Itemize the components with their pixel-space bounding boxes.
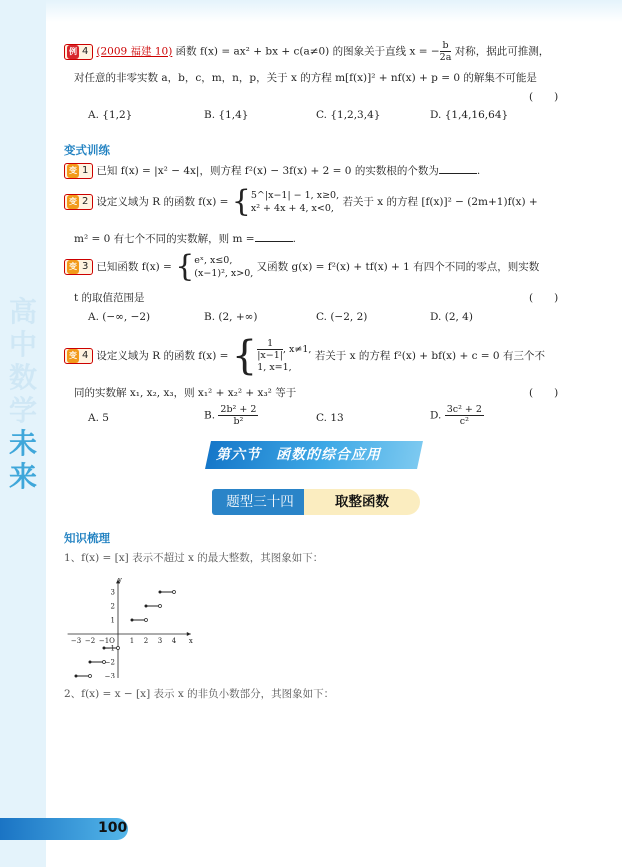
y-tick-label: −2 [104,658,115,667]
x-tick-label: −2 [84,637,96,645]
graph-axes [68,579,191,678]
y-tick-label: −3 [104,672,115,678]
variant-4-text-a: 设定义域为 R 的函数 f(x) = [96,350,229,362]
example-badge [64,44,93,60]
option-c: C. (−2, 2) [316,311,368,323]
top-fade [46,0,622,22]
step-closed-point [131,619,134,622]
x-tick-label: −3 [70,637,82,645]
step-open-point [159,605,162,608]
badge-tag: 变 [67,260,79,274]
topic-bar [212,489,420,515]
answer-paren: ( ) [529,292,559,304]
badge-tag: 变 [67,349,79,363]
option-a: A. (−∞, −2) [88,311,151,323]
piecewise-cases [257,338,311,374]
y-tick-label: 2 [110,602,115,611]
piecewise-cases [194,254,253,280]
step-closed-point [159,591,162,594]
example-problem-line1 [64,40,549,63]
variant-4-text-b: 若关于 x 的方程 f²(x) + bf(x) + c = 0 有三个不 [314,350,545,362]
y-tick-label: −1 [104,644,115,653]
step-open-point [173,591,176,594]
variant-3-text-a: 已知函数 f(x) = [96,261,172,273]
answer-blank [439,163,477,174]
problem-text-a: 函数 f(x) = ax² + bx + c(a≠0) 的图象关于直线 x = − [175,45,440,58]
variant-heading: 变式训练 [64,143,110,157]
step-closed-point [145,605,148,608]
variant-4-line2: 同的实数解 x₁, x₂, x₃，则 x₁² + x₂² + x₃² 等于 [74,387,297,399]
fraction-numerator: 2b² + 2 [220,404,257,415]
x-axis-arrow [187,632,191,636]
option-b: B. {1,4} [204,109,249,121]
step-closed-point [89,661,92,664]
option-d-label: D. [430,409,442,422]
step-open-point [145,619,148,622]
answer-blank [255,231,293,242]
left-brace: { [175,249,195,284]
problem-fraction [440,40,452,63]
knowledge-item-1: 1、f(x) = [x] 表示不超过 x 的最大整数，其图象如下： [64,552,324,564]
badge-tag: 例 [67,45,79,59]
variant-2-text-b: 若关于 x 的方程 [f(x)]² − (2m+1)f(x) + [342,196,538,208]
badge-tag: 变 [67,195,79,209]
answer-paren: ( ) [529,91,559,103]
case-1: eˣ, x≤0, [194,255,233,266]
variant-2-badge [64,194,93,210]
step-closed-point [75,675,78,678]
variant-1-text: 已知 f(x) = |x² − 4x|，则方程 f²(x) − 3f(x) + 2 = 0 的实数根的个数为 [96,165,439,177]
variant-2-text-a: 设定义域为 R 的函数 f(x) = [96,196,229,208]
section-title: 第六节 函数的综合应用 [216,447,381,463]
sidebar-watermark: 高中数学 [8,295,37,427]
fraction-denominator: 2a [439,52,452,63]
knowledge-heading: 知识梳理 [64,531,110,545]
case-1 [257,338,311,361]
option-b: B. (2, +∞) [204,311,258,323]
x-tick-label: 1 [129,637,135,645]
variant-2-tail: . [292,233,296,245]
variant-2 [64,184,538,219]
option-b-label: B. [204,409,216,422]
fraction-denominator: b² [233,416,244,427]
variant-2-line2-text: m² = 0 有七个不同的实数解，则 m = [74,233,255,245]
variant-2-line2 [74,231,296,246]
fraction-denominator: c² [459,416,469,427]
badge-number: 3 [82,261,89,272]
x-tick-label: 2 [143,637,149,645]
case-1: 5^|x−1| − 1, x≥0, [250,190,340,201]
fraction-denominator: |x−1| [257,350,283,361]
option-d [430,404,484,427]
x-tick-label: 4 [171,637,177,645]
page-number: 100 [98,820,128,836]
x-tick-label: O [109,637,115,645]
badge-number: 2 [82,196,89,207]
variant-1-tail: . [476,165,481,177]
problem-text-b: 对称，据此可推测， [451,45,550,58]
y-tick-label: 1 [110,616,115,625]
variant-4-badge [64,348,93,364]
y-tick-label: 3 [110,588,115,597]
option-a: A. {1,2} [88,109,133,121]
variant-3-line2: t 的取值范围是 [74,292,145,304]
case-2: (x−1)², x>0, [194,268,254,279]
badge-number: 4 [82,350,89,361]
case-2: x² + 4x + 4, x<0, [250,203,334,214]
option-c: C. {1,2,3,4} [316,109,381,121]
case-2: 1, x=1, [257,362,292,373]
case-1-tail: , x≠1, [283,344,312,355]
option-d: D. {1,4,16,64} [430,109,509,121]
option-b-fraction [218,404,258,427]
variant-1 [64,163,480,179]
badge-tag: 变 [67,164,79,178]
problem-source: (2009 福建 10) [96,45,173,58]
example-problem-line2: 对任意的非零实数 a，b，c，m，n，p，关于 x 的方程 m[f(x)]² + nf(x) + p = 0 的解集不可能是 [74,72,537,84]
left-brace: { [231,184,251,219]
variant-3-text-b: 又函数 g(x) = f²(x) + tf(x) + 1 有四个不同的零点，则实数 [256,261,540,273]
badge-number: 4 [82,45,89,57]
case-1-fraction [257,338,283,361]
option-d-fraction [445,404,484,427]
floor-function-graph [66,570,196,678]
variant-3-badge [64,259,93,275]
topic-number: 题型三十四 [212,489,308,515]
variant-3 [64,249,540,284]
step-open-point [117,647,120,650]
fraction-numerator: b [440,40,452,52]
x-tick-label: 3 [157,637,163,645]
option-c: C. 13 [316,412,344,424]
variant-4 [64,333,545,379]
option-a: A. 5 [88,412,109,424]
option-b [204,404,258,427]
fraction-numerator: 1 [257,338,283,350]
left-brace: { [231,333,258,379]
x-tick-label: x [188,637,193,645]
knowledge-item-2: 2、f(x) = x − [x] 表示 x 的非负小数部分，其图象如下： [64,688,335,700]
x-tick-label: −1 [98,637,110,645]
y-tick-label: y [118,575,122,584]
badge-number: 1 [82,165,89,176]
step-open-point [89,675,92,678]
answer-paren: ( ) [529,387,559,399]
option-d: D. (2, 4) [430,311,473,323]
sidebar-title: 未来 [8,427,37,493]
fraction-numerator: 3c² + 2 [446,404,482,415]
variant-1-badge [64,163,93,179]
topic-title: 取整函数 [304,489,420,515]
piecewise-cases [251,189,339,215]
